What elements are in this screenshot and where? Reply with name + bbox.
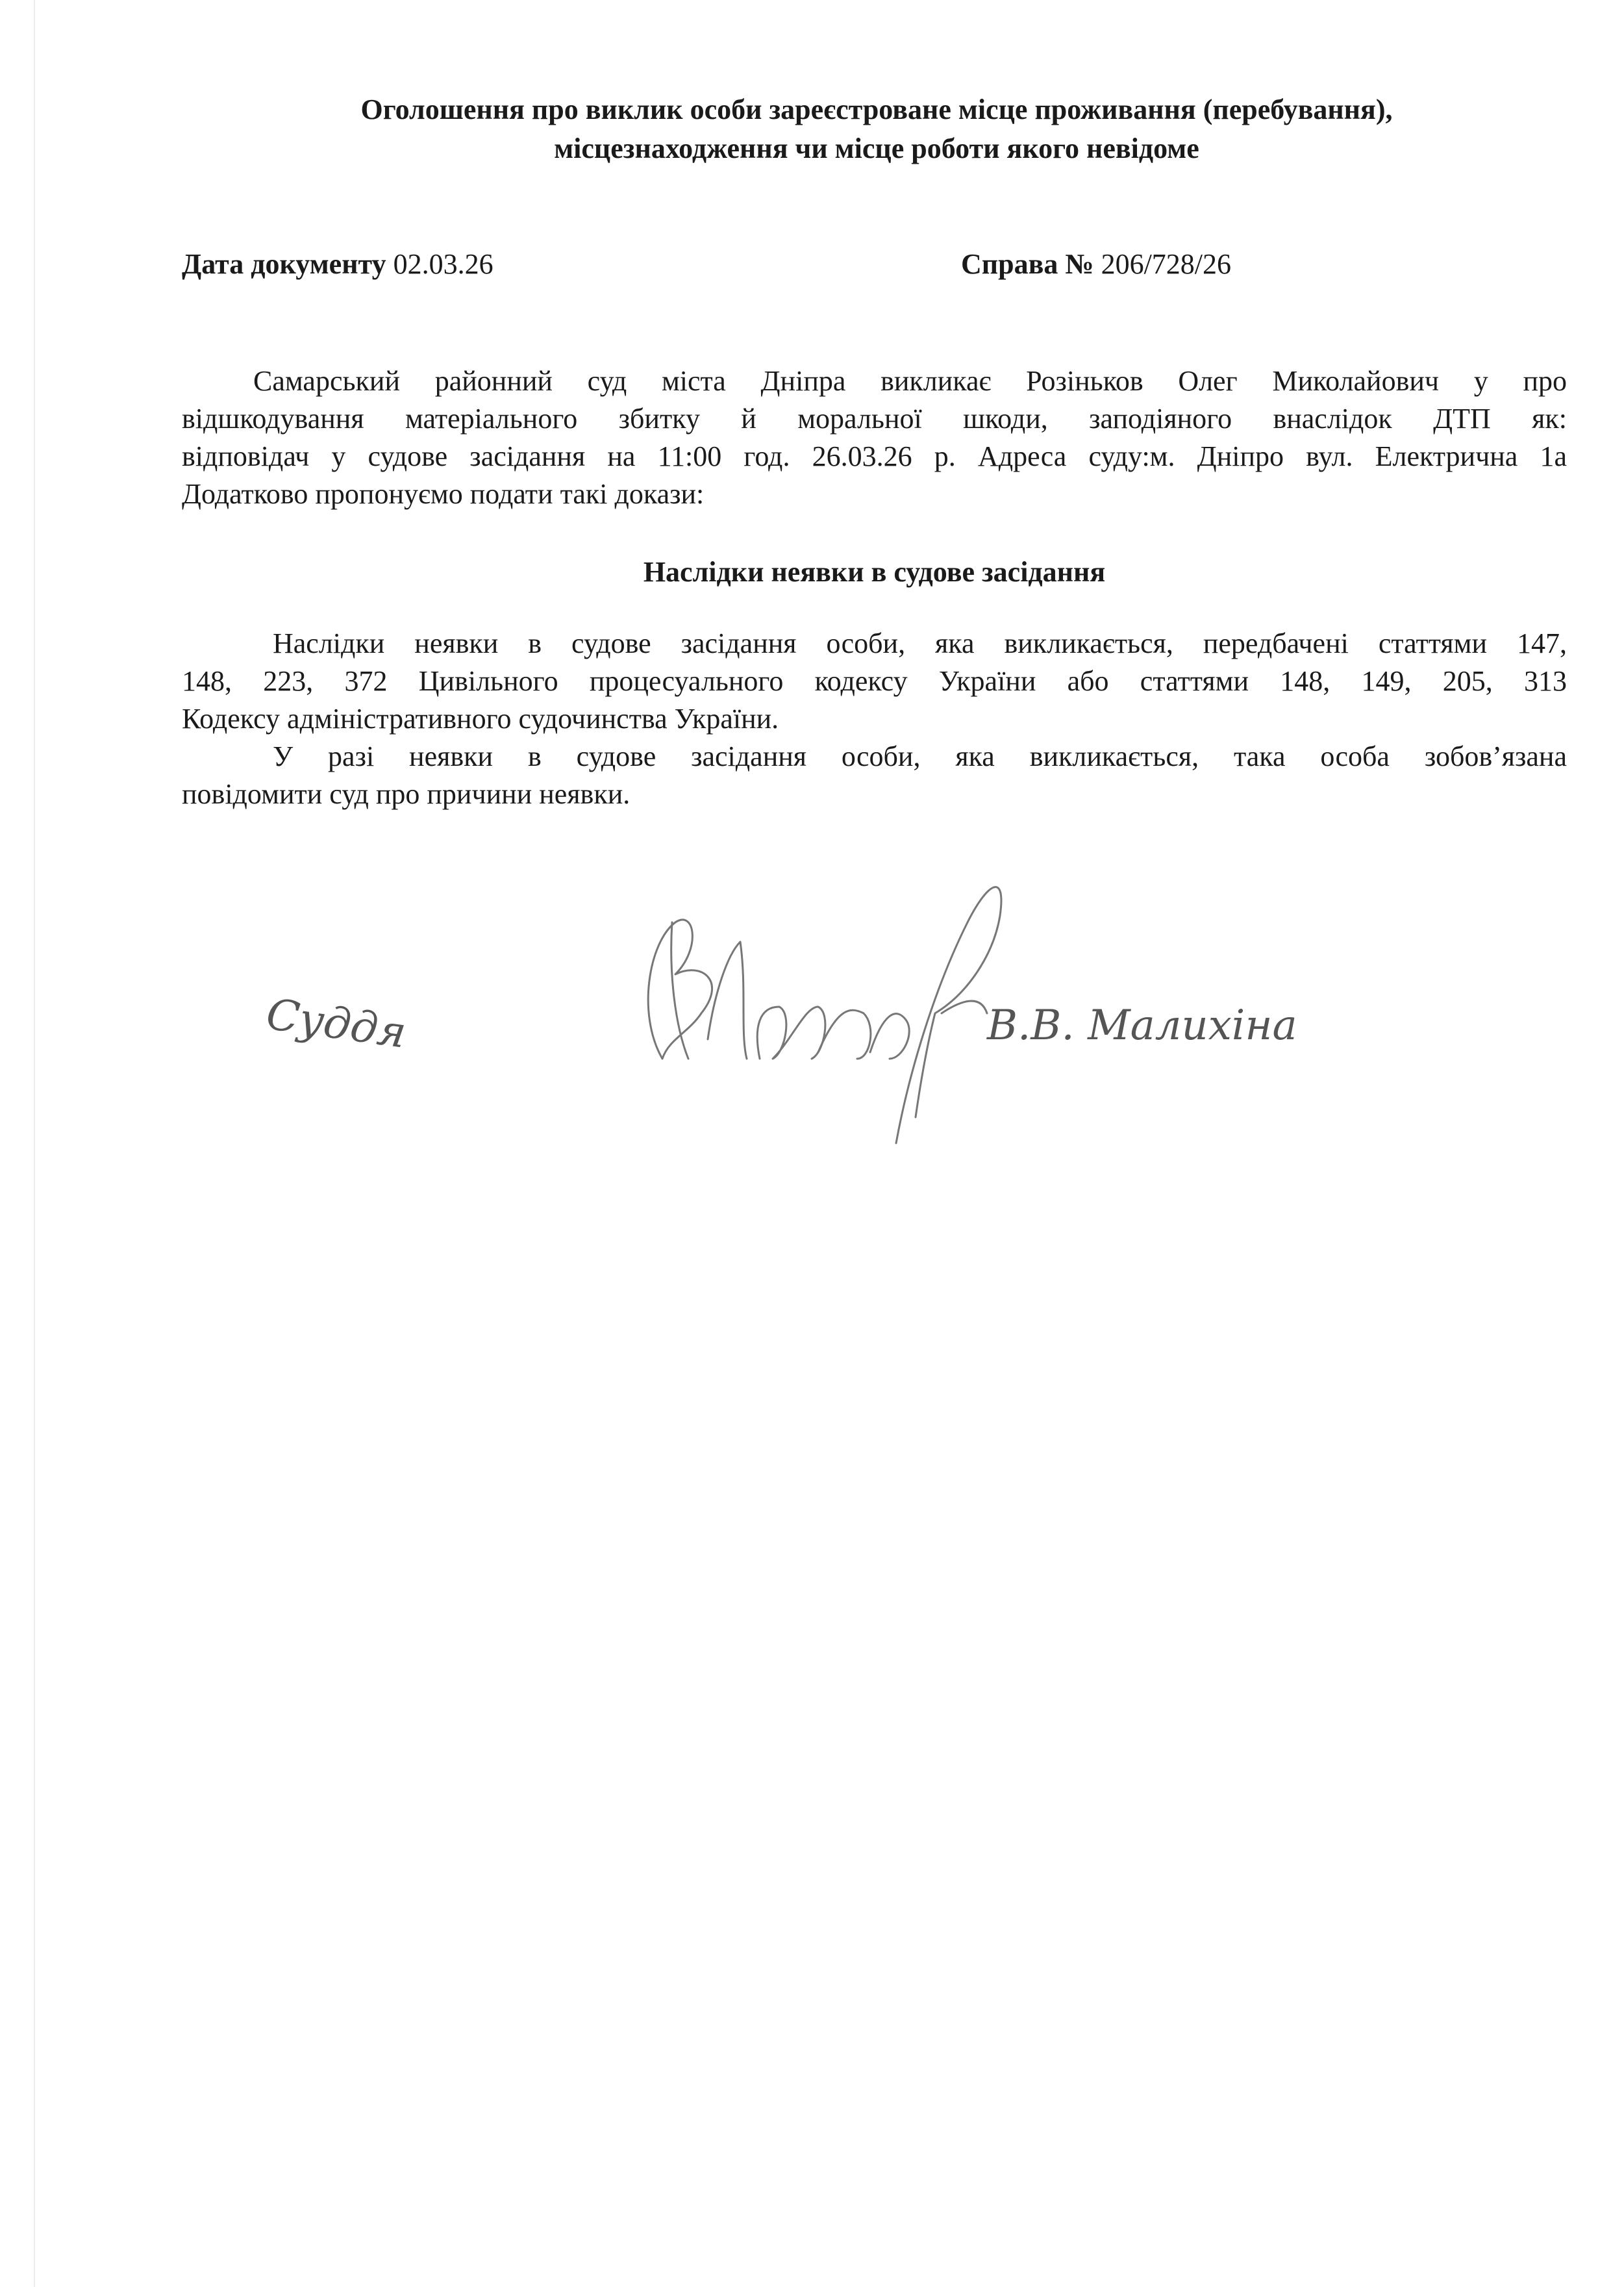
date-label: Дата документу xyxy=(182,248,386,280)
obligation-line-1: У разі неявки в судове засідання особи, яка викликається, така особа зобов’язана xyxy=(273,740,1567,772)
signature-block xyxy=(247,844,1351,1156)
body-line-1: Самарський районний суд міста Дніпра викликає Розіньков Олег Миколайович у про xyxy=(253,365,1567,397)
document-title-line-2: місцезнаходження чи місце роботи якого невідоме xyxy=(554,133,1199,164)
consequences-line-1: Наслідки неявки в судове засідання особи, яка викликається, передбачені статтями 147, xyxy=(273,627,1567,659)
body-line-3: відповідач у судове засідання на 11:00 год. 26.03.26 р. Адреса суду:м. Дніпро вул. Електрична 1а xyxy=(182,440,1567,472)
body-line-4: Додатково пропонуємо подати такі докази: xyxy=(182,478,705,510)
body-line-2: відшкодування матеріального збитку й моральної шкоди, заподіяного внаслідок ДТП як: xyxy=(182,403,1567,435)
consequences-heading: Наслідки неявки в судове засідання xyxy=(643,556,1106,588)
consequences-line-3: Кодексу адміністративного судочинства України. xyxy=(182,703,779,735)
document-date xyxy=(182,246,493,283)
consequences-line-2: 148, 223, 372 Цивільного процесуального кодексу України або статтями 148, 149, 205, 313 xyxy=(182,665,1567,697)
judge-handwritten-name: В.В. Малихіна xyxy=(987,1002,1297,1050)
judge-handwritten-label: Суддя xyxy=(263,989,410,1058)
document-title-line-1: Оголошення про виклик особи зареєстроване місце проживання (перебування), xyxy=(360,94,1393,125)
case-label: Справа № xyxy=(961,248,1094,280)
handwritten-signature xyxy=(247,844,1351,1156)
case-value: 206/728/26 xyxy=(1101,248,1232,280)
date-value: 02.03.26 xyxy=(393,248,493,280)
scan-edge xyxy=(34,0,35,2287)
case-number xyxy=(961,246,1231,283)
signature-scribble xyxy=(648,887,1001,1143)
obligation-line-2: повідомити суд про причини неявки. xyxy=(182,778,631,810)
